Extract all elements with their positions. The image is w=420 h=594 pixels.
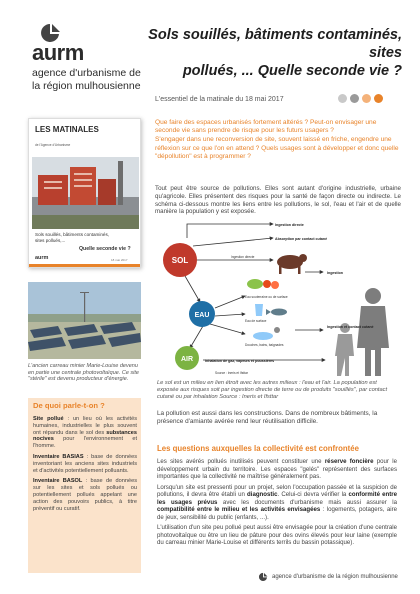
bath-icon	[253, 327, 280, 340]
glass-icon	[255, 304, 263, 316]
solar-farm-photo	[28, 282, 141, 359]
cover-title: Quelle seconde vie ?	[79, 246, 131, 252]
child-person-icon	[335, 323, 354, 376]
label-eau-souterraine: Eau souterraine ou de surface	[245, 295, 288, 299]
diagram-caption: Le sol est un milieu en lien étroit avec les autres milieux : l'eau et l'air. La population est exposée aux risques soit par ingestion directe de terre ou de produits "souillés", par contact cutané ou par inhalation Source : Ineris et Ifsttar	[157, 380, 388, 400]
cover-photo	[32, 157, 139, 229]
cover-date: 18 mai 2017	[111, 258, 128, 262]
air-label: AIR	[180, 356, 194, 363]
label-douches: Douches, bains, baignades	[245, 343, 284, 347]
label-ingestion-directe: Ingestion directe	[275, 223, 304, 227]
section-paragraph: Les sites avérés pollués inutilisés peuvent constituer une réserve foncière pour le développement urbain du territoire. Les espaces "gelés" représentent des surfaces importantes que la collectivité ne maîtrise généralement pas.	[157, 458, 397, 480]
definitions-heading: De quoi parle-t-on ?	[33, 401, 105, 410]
definition-item: Inventaire BASIAS : base de données inventoriant les anciens sites industriels et d'activités potentiellement polluants.	[33, 453, 137, 474]
arrow-icon	[187, 224, 273, 238]
definitions-box	[28, 398, 141, 573]
logo-tagline: agence d'urbanisme de la région mulhousienne	[32, 67, 141, 92]
label-source: Source : Ineris et Ifsttar	[215, 371, 248, 375]
intro-paragraph: Que faire des espaces urbanisés fortement altérés ? Peut-on envisager une seconde vie sans prendre de risque pour les futurs usagers ?	[155, 119, 377, 135]
logo-mark-icon	[258, 572, 268, 581]
page-title: Sols souillés, bâtiments contaminés, sites pollués, ... Quelle seconde vie ?	[148, 27, 402, 79]
intro-paragraph: S'engager dans une reconversion de site, souvent laissé en friche, engendre une réflexion sur ce que l'on en attend ? Quels usages sont à développer et donc quelle "dépollution" est à programmer ?	[155, 136, 399, 160]
pollution-diagram	[155, 222, 407, 377]
arrow-icon	[215, 296, 245, 308]
label-eau-surface: Eau de surface	[245, 319, 267, 323]
cover-text: Sols souillés, bâtiments contaminés, sites pollués,...	[35, 232, 110, 243]
label-ingestion-directe-2: Ingestion directe	[231, 255, 255, 259]
label-ingestion-contact: Ingestion et contact cutané	[327, 325, 374, 329]
cow-icon	[277, 254, 307, 274]
solar-caption: L'ancien carreau minier Marie-Louise devenu en partie une centrale photovoltaïque. Ce site "stérile" est devenu producteur d'énergie.	[28, 363, 139, 383]
dot-icon	[350, 94, 359, 103]
arrow-icon	[185, 276, 200, 302]
cover-subheading: de l'Agence d'Urbanisme	[35, 143, 71, 147]
vegetables-icon	[247, 279, 279, 289]
eau-label: EAU	[194, 312, 210, 319]
decorative-dots	[338, 94, 383, 103]
footer-text: agence d'urbanisme de la région mulhousienne	[272, 573, 398, 580]
section-body	[157, 458, 397, 550]
section-paragraph: L'utilisation d'un site peu pollué peut aussi être envisagée pour la création d'une centrale photovoltaïque ou être un lieu de pâture pour des ovins élevés pour leur laine (exemple du carreau minier Marie-Louise et différents terrils du bassin potassique).	[157, 524, 397, 546]
dot-icon	[338, 94, 347, 103]
cover-logo: aurm	[35, 255, 49, 261]
section-paragraph: Lorsqu'un site est pressenti pour un projet, selon l'occupation passée et la suspicion de pollutions, il devra être établi un diagnostic. Celui-ci devra vérifier la conformité entre les usages prévus avec les documents d'urbanisme mais aussi assurer la compatibilité entre le milieu et les activités envisagées : logements, potagers, aire de jeux, sensibilité du public (enfants, ...).	[157, 483, 397, 521]
arrow-icon	[193, 238, 273, 246]
cover-accent-bar	[29, 264, 140, 267]
arrow-icon	[210, 324, 245, 334]
arrow-icon	[190, 326, 203, 348]
definitions-text	[33, 416, 137, 516]
logo-mark-icon	[39, 22, 61, 42]
label-inhalation: Inhalation de gaz, vapeurs et poussières	[205, 359, 275, 363]
cover-thumbnail	[28, 118, 141, 268]
logo-wordmark: aurm	[32, 40, 84, 65]
definition-item: Inventaire BASOL : base de données sur les sites et sols pollués ou potentiellement pollués appelant une action des pouvoirs publics, à titre préventif ou curatif.	[33, 478, 137, 512]
cover-heading: LES MATINALES	[35, 125, 99, 134]
section-heading: Les questions auxquelles la collectivité est confrontée	[157, 444, 359, 453]
footer	[258, 572, 398, 581]
sol-label: SOL	[171, 256, 189, 265]
fish-icon	[266, 309, 287, 316]
dot-icon	[374, 94, 383, 103]
body-paragraph: Tout peut être source de pollutions. Elles sont autant d'origine industrielle, urbaine qu'agricole. Elles présentent des risques pour la santé de façon directe ou indirecte. Le schéma ci-dessous montre les liens entre les pollutions, le sol, l'eau et l'air et de quelle manière la population y est exposée.	[155, 185, 401, 216]
event-subtitle: L'essentiel de la matinale du 18 mai 2017	[155, 96, 284, 103]
arrow-icon	[215, 314, 245, 316]
definition-item: Site pollué : un lieu où les activités humaines, industrielles le plus souvent ont répandu dans le sol des substances nocives pour l'environnement et l'homme.	[33, 416, 137, 450]
body-paragraph: La pollution est aussi dans les constructions. Dans de nombreux bâtiments, la présence d'amiante avérée rend leur réutilisation difficile.	[157, 410, 378, 425]
label-absorption: Absorption par contact cutané	[275, 237, 328, 241]
dot-icon	[362, 94, 371, 103]
label-ingestion: Ingestion	[327, 271, 343, 275]
adult-person-icon	[357, 288, 389, 376]
intro-text	[155, 119, 401, 162]
